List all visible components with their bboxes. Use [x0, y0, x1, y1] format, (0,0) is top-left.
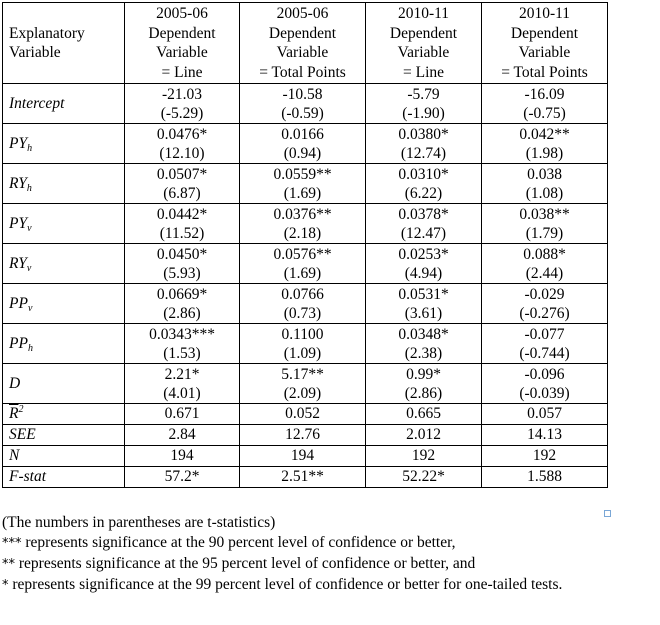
header-col-3-target: = Line — [402, 63, 445, 81]
stat-value: 2.51** — [240, 467, 366, 488]
note-90-stars: *** — [2, 536, 22, 551]
table-notes — [2, 513, 654, 596]
header-col-4-target: = Total Points — [501, 63, 588, 81]
row-label-r — [3, 404, 125, 425]
header-col-4 — [482, 3, 608, 84]
header-col-1-variable: Variable — [156, 44, 208, 61]
note-90-text: represents significance at the 90 percent level of confidence or better, — [21, 534, 456, 551]
header-col-2-period: 2005-06 — [276, 5, 329, 22]
coef-row-ppv — [3, 284, 608, 324]
t-statistic: (12.10) — [159, 144, 205, 162]
t-statistic: (5.93) — [163, 264, 201, 282]
t-statistic: (1.53) — [163, 344, 201, 362]
stat-value: 14.13 — [482, 425, 608, 446]
t-statistic: (-0.276) — [519, 304, 570, 322]
coef-row-d — [3, 364, 608, 404]
row-label-see — [3, 425, 125, 446]
coef-cell — [125, 284, 240, 324]
row-label-subscript: h — [26, 183, 32, 194]
coefficient-value: -16.09 — [524, 85, 565, 103]
coef-cell — [125, 244, 240, 284]
coef-cell — [240, 124, 366, 164]
coefficient-value: 0.088* — [523, 245, 566, 263]
coef-cell — [482, 364, 608, 404]
coefficient-value: 0.0380* — [398, 125, 449, 143]
stat-value: 0.052 — [240, 404, 366, 425]
row-label-subscript: h — [27, 343, 33, 354]
header-col-4-period: 2010-11 — [518, 5, 571, 22]
note-tstat: (The numbers in parentheses are t-statistics) — [2, 514, 276, 531]
stat-value: 0.671 — [125, 404, 240, 425]
row-label-text: SEE — [9, 426, 36, 443]
coefficient-value: 0.038** — [519, 205, 570, 223]
t-statistic: (-1.90) — [402, 104, 445, 122]
header-col-1-target: = Line — [161, 63, 203, 81]
t-statistic: (1.98) — [525, 144, 564, 162]
row-label-text: PP — [9, 335, 28, 352]
coef-cell — [366, 164, 482, 204]
header-col-3 — [366, 3, 482, 84]
coefficient-value: 0.99* — [406, 365, 441, 383]
t-statistic: (2.44) — [525, 264, 564, 282]
header-variable: Explanatory Variable — [3, 3, 125, 84]
stat-value: 2.012 — [366, 425, 482, 446]
coef-cell — [125, 364, 240, 404]
row-label-subscript: v — [27, 223, 32, 234]
header-col-3-dependent: Dependent — [389, 24, 458, 42]
t-statistic: (12.47) — [400, 224, 447, 242]
coefficient-value: 0.0343*** — [149, 325, 215, 343]
t-statistic: (2.86) — [163, 304, 201, 322]
t-statistic: (1.69) — [283, 184, 322, 202]
coefficient-value: -21.03 — [161, 85, 203, 103]
header-col-1 — [125, 3, 240, 84]
coef-row-pyh — [3, 124, 608, 164]
stat-value: 0.057 — [482, 404, 608, 425]
t-statistic: (-0.75) — [523, 104, 566, 122]
stat-value: 2.84 — [125, 425, 240, 446]
coef-cell — [366, 204, 482, 244]
note-99-stars: * — [2, 578, 9, 593]
row-label-ryh — [3, 164, 125, 204]
row-label-superscript: 2 — [18, 404, 24, 415]
coef-cell — [240, 284, 366, 324]
t-statistic: (-0.744) — [519, 344, 570, 362]
coef-row-ryh — [3, 164, 608, 204]
row-label-text: PY — [9, 135, 28, 152]
coef-cell — [482, 284, 608, 324]
coefficient-value: 2.21* — [164, 365, 200, 383]
t-statistic: (2.38) — [404, 344, 443, 362]
t-statistic: (1.79) — [525, 224, 564, 242]
header-col-2-dependent: Dependent — [268, 24, 337, 42]
coefficient-value: 0.042** — [519, 125, 570, 143]
coef-cell — [482, 124, 608, 164]
coefficient-value: 0.1100 — [281, 325, 324, 343]
coefficient-value: 0.0507* — [156, 165, 208, 183]
row-label-pyv — [3, 204, 125, 244]
t-statistic: (2.09) — [283, 384, 322, 402]
note-95-text: represents significance at the 95 percent level of confidence or better, and — [15, 555, 476, 572]
header-col-2 — [240, 3, 366, 84]
row-label-text: Intercept — [9, 95, 65, 112]
coefficient-value: 0.0376** — [273, 205, 332, 223]
coef-cell — [482, 164, 608, 204]
header-row — [3, 3, 608, 84]
coef-cell — [366, 364, 482, 404]
row-label-n — [3, 446, 125, 467]
row-label-ppv — [3, 284, 125, 324]
header-col-2-target: = Total Points — [259, 63, 346, 81]
coefficient-value: 0.0378* — [398, 205, 449, 223]
t-statistic: (12.74) — [400, 144, 447, 162]
coef-cell — [482, 204, 608, 244]
coef-row-pyv — [3, 204, 608, 244]
coef-cell — [240, 164, 366, 204]
coef-cell — [125, 324, 240, 364]
stat-row-f-stat — [3, 467, 608, 488]
row-label-text: N — [9, 447, 20, 464]
coefficient-value: -0.077 — [524, 325, 565, 343]
coefficient-value: -5.79 — [407, 85, 440, 103]
coef-cell — [240, 364, 366, 404]
coef-row-intercept — [3, 84, 608, 124]
row-label-intercept — [3, 84, 125, 124]
coef-cell — [125, 84, 240, 124]
t-statistic: (2.86) — [404, 384, 443, 402]
stat-value: 57.2* — [125, 467, 240, 488]
row-label-ryv — [3, 244, 125, 284]
coef-row-ryv — [3, 244, 608, 284]
stat-value: 192 — [482, 446, 608, 467]
coefficient-value: 0.0166 — [281, 125, 324, 143]
t-statistic: (-0.59) — [281, 104, 324, 122]
coefficient-value: -10.58 — [282, 85, 323, 103]
header-col-2-variable: Variable — [276, 44, 329, 61]
coef-row-pph — [3, 324, 608, 364]
stat-row-r — [3, 404, 608, 425]
t-statistic: (11.52) — [159, 224, 205, 242]
coef-cell — [240, 244, 366, 284]
note-90 — [2, 533, 654, 554]
coef-cell — [125, 124, 240, 164]
stat-value: 194 — [125, 446, 240, 467]
coef-cell — [366, 244, 482, 284]
coefficient-value: 0.0442* — [156, 205, 208, 223]
row-label-f-stat — [3, 467, 125, 488]
coefficient-value: -0.029 — [524, 285, 565, 303]
coef-cell — [366, 124, 482, 164]
coef-cell — [482, 244, 608, 284]
coefficient-value: 0.038 — [527, 165, 562, 183]
coef-cell — [482, 84, 608, 124]
header-col-3-variable: Variable — [397, 44, 450, 61]
stat-value: 0.665 — [366, 404, 482, 425]
t-statistic: (4.94) — [404, 264, 443, 282]
coef-cell — [240, 204, 366, 244]
t-statistic: (2.18) — [283, 224, 322, 242]
coef-cell — [366, 284, 482, 324]
row-label-text: D — [9, 375, 21, 392]
coefficient-value: -0.096 — [524, 365, 565, 383]
coefficient-value: 0.0559** — [273, 165, 332, 183]
coef-cell — [240, 84, 366, 124]
coef-cell — [482, 324, 608, 364]
coefficient-value: 0.0348* — [398, 325, 449, 343]
stat-value: 1.588 — [482, 467, 608, 488]
t-statistic: (-0.039) — [519, 384, 570, 402]
coefficient-value: 0.0310* — [398, 165, 449, 183]
stat-row-see — [3, 425, 608, 446]
t-statistic: (1.69) — [283, 264, 322, 282]
regression-table-body — [3, 3, 608, 488]
coefficient-value: 0.0253* — [398, 245, 449, 263]
coefficient-value: 5.17** — [281, 365, 324, 383]
row-label-text: $\overline{R}$ — [9, 405, 19, 422]
row-label-subscript: h — [27, 143, 33, 154]
coefficient-value: 0.0450* — [156, 245, 208, 263]
stat-value: 52.22* — [366, 467, 482, 488]
row-label-text: RY — [9, 175, 27, 192]
stat-row-n — [3, 446, 608, 467]
coefficient-value: 0.0669* — [156, 285, 208, 303]
row-label-text: PY — [9, 215, 28, 232]
note-99-text: represents significance at the 99 percent level of confidence or better for one-tailed tests. — [8, 576, 563, 593]
coef-cell — [366, 84, 482, 124]
t-statistic: (1.09) — [283, 344, 322, 362]
row-label-text: PP — [9, 295, 28, 312]
coefficient-value: 0.0766 — [281, 285, 324, 303]
header-col-1-period: 2005-06 — [156, 5, 208, 22]
t-statistic: (-5.29) — [160, 104, 204, 122]
row-label-subscript: v — [26, 263, 32, 274]
t-statistic: (0.73) — [283, 304, 322, 322]
stat-value: 192 — [366, 446, 482, 467]
row-label-text: F-stat — [9, 468, 47, 485]
row-label-text: RY — [9, 255, 27, 272]
row-label-d — [3, 364, 125, 404]
note-99 — [2, 575, 654, 596]
row-label-subscript: v — [27, 303, 33, 314]
t-statistic: (6.22) — [404, 184, 443, 202]
coefficient-value: 0.0531* — [398, 285, 449, 303]
header-col-1-dependent: Dependent — [148, 24, 216, 42]
header-col-4-dependent: Dependent — [510, 24, 579, 42]
stat-value: 12.76 — [240, 425, 366, 446]
t-statistic: (3.61) — [404, 304, 443, 322]
header-col-4-variable: Variable — [518, 44, 571, 61]
note-95 — [2, 554, 654, 575]
t-statistic: (6.87) — [163, 184, 201, 202]
note-95-stars: ** — [2, 557, 15, 572]
coefficient-value: 0.0576** — [273, 245, 332, 263]
row-label-pph — [3, 324, 125, 364]
t-statistic: (1.08) — [525, 184, 564, 202]
stat-value: 194 — [240, 446, 366, 467]
coef-cell — [240, 324, 366, 364]
row-label-pyh — [3, 124, 125, 164]
coef-cell — [125, 204, 240, 244]
t-statistic: (4.01) — [163, 384, 201, 402]
t-statistic: (0.94) — [283, 144, 322, 162]
coefficient-value: 0.0476* — [156, 125, 208, 143]
coef-cell — [366, 324, 482, 364]
coef-cell — [125, 164, 240, 204]
regression-table — [2, 2, 608, 488]
header-col-3-period: 2010-11 — [397, 5, 450, 22]
